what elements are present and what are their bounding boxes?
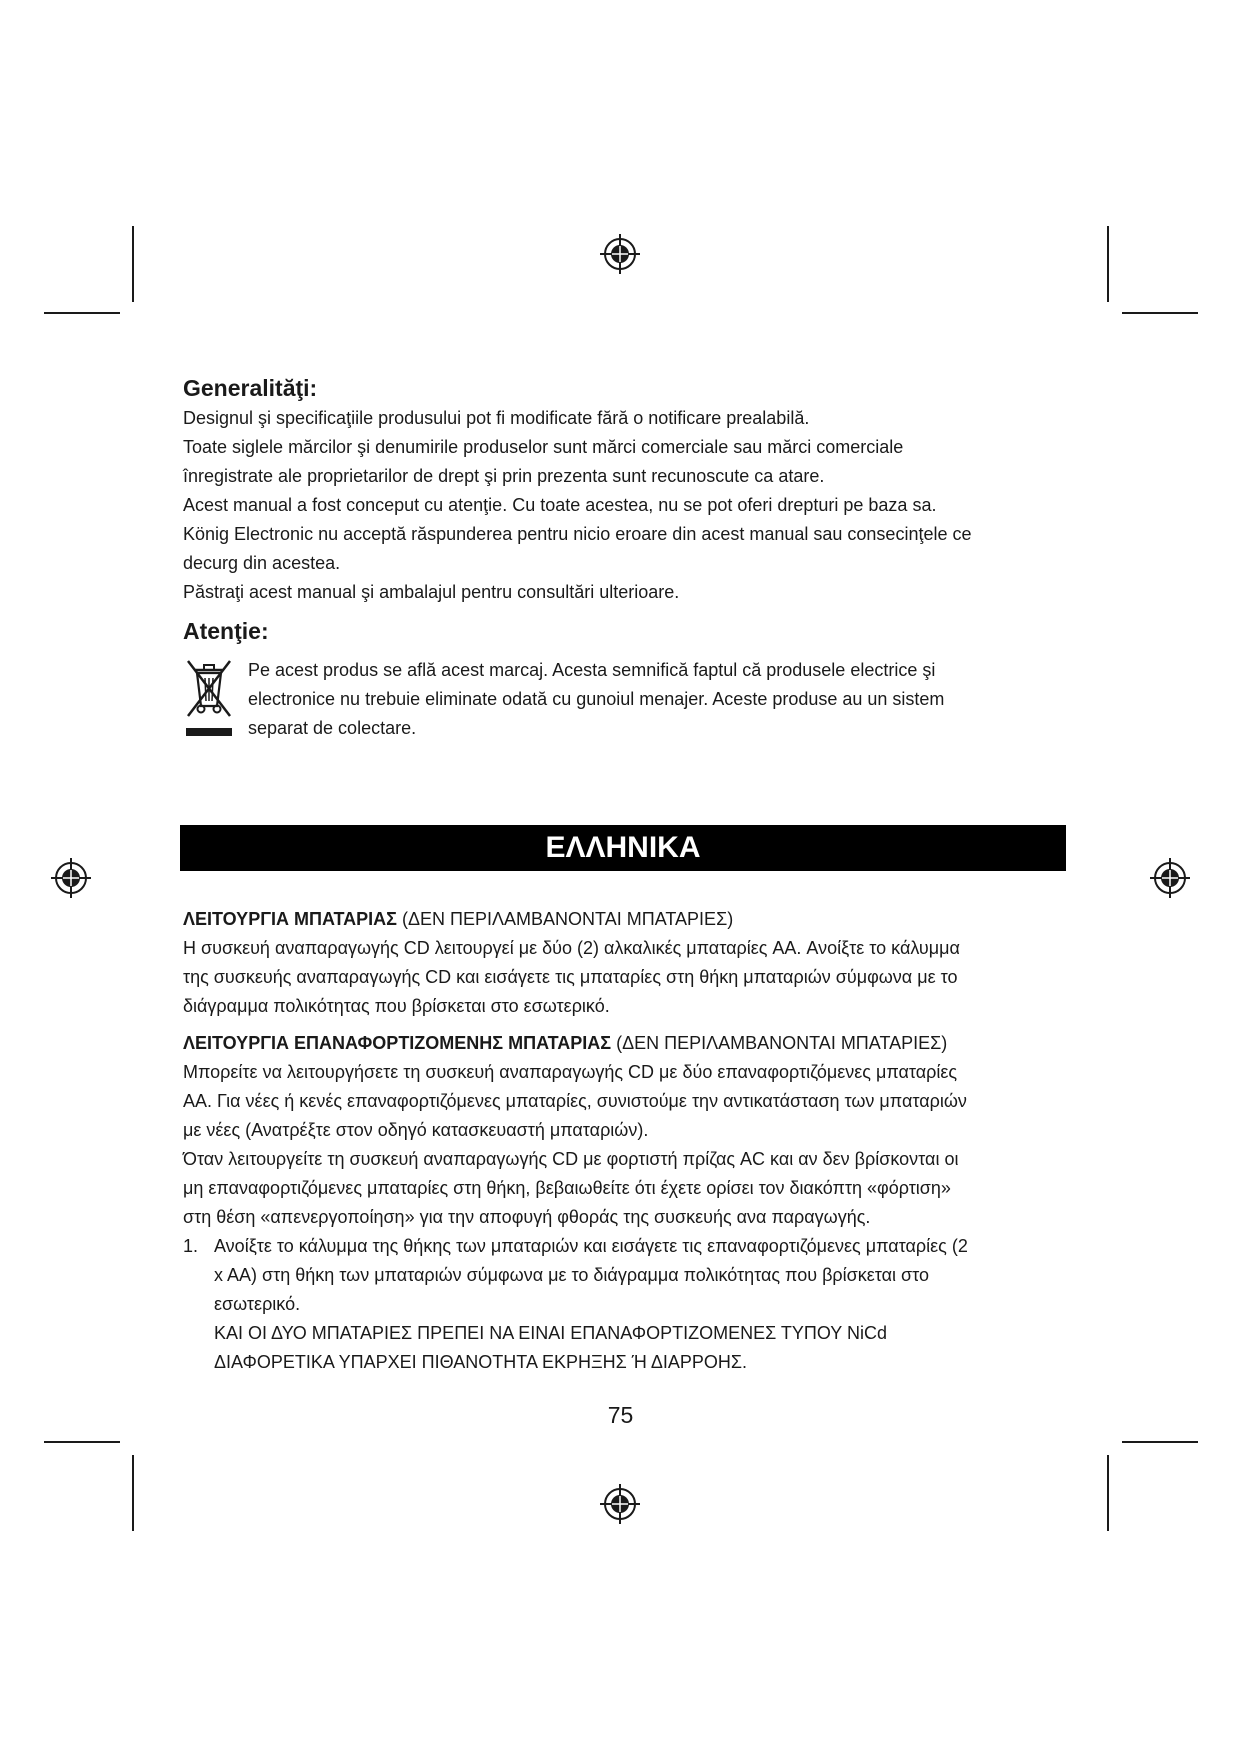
battery-operation-paragraph [183, 934, 1073, 1021]
general-line: Designul şi specificaţiile produsului pot fi modificate fără o notificare prealabilă. [183, 408, 810, 428]
registration-mark-icon [599, 233, 641, 275]
crop-mark-bottom-right-horizontal [1122, 1441, 1198, 1443]
step-warning-line: ΔΙΑΦΟΡΕΤΙΚΑ ΥΠΑΡΧΕΙ ΠΙΘΑΝΟΤΗΤΑ ΕΚΡΗΞΗΣ Ή ΔΙΑΡΡΟΗΣ. [214, 1352, 748, 1372]
crop-mark-top-right-horizontal [1122, 312, 1198, 314]
attention-line: Pe acest produs se află acest marcaj. Acesta semnifică faptul că produsele electrice şi [248, 660, 936, 680]
recharge-line: AA. Για νέες ή κενές επαναφορτιζόμενες μπαταρίες, συνιστούμε την αντικατάσταση των μπαταριών [183, 1091, 967, 1111]
general-line: înregistrate ale proprietarilor de drept şi prin prezenta sunt recunoscute ca atare. [183, 466, 825, 486]
attention-heading: Atenţie: [183, 618, 269, 644]
battery-line: διάγραμμα πολικότητας που βρίσκεται στο εσωτερικό. [183, 996, 610, 1016]
recharge-line: στη θέση «απενεργοποίηση» για την αποφυγή φθοράς της συσκευής ανα παραγωγής. [183, 1207, 871, 1227]
registration-mark-icon [599, 1483, 641, 1525]
general-line: Acest manual a fost conceput cu atenţie. Cu toate acestea, nu se pot oferi drepturi pe baza sa. [183, 495, 937, 515]
step-warning-line: ΚΑΙ ΟΙ ΔΥΟ ΜΠΑΤΑΡΙΕΣ ΠΡΕΠΕΙ ΝΑ ΕΙΝΑΙ ΕΠΑΝΑΦΟΡΤΙΖΟΜΕΝΕΣ ΤΥΠΟΥ NiCd [214, 1323, 887, 1343]
greek-section [183, 905, 1073, 1377]
attention-line: electronice nu trebuie eliminate odată cu gunoiul menajer. Aceste produse au un sistem [248, 689, 945, 709]
general-line: Toate siglele mărcilor şi denumirile produselor sunt mărci comerciale sau mărci comerciale [183, 437, 904, 457]
battery-line: Η συσκευή αναπαραγωγής CD λειτουργεί με δύο (2) αλκαλικές μπαταρίες AA. Ανοίξτε το κάλυμμα [183, 938, 960, 958]
crop-mark-bottom-right-vertical [1107, 1455, 1109, 1531]
battery-line: της συσκευής αναπαραγωγής CD και εισάγετε τις μπαταρίες στη θήκη μπαταριών σύμφωνα με το [183, 967, 958, 987]
rechargeable-operation-heading-bold: ΛΕΙΤΟΥΡΓΙΑ ΕΠΑΝΑΦΟΡΤΙΖΟΜΕΝΗΣ ΜΠΑΤΑΡΙΑΣ [183, 1033, 612, 1053]
step-body [214, 1232, 1073, 1377]
attention-line: separat de colectare. [248, 718, 417, 738]
battery-operation-heading [183, 905, 1073, 934]
step-line: x AA) στη θήκη των μπαταριών σύμφωνα με το διάγραμμα πολικότητας που βρίσκεται στο [214, 1265, 930, 1285]
battery-operation-heading-note: (ΔΕΝ ΠΕΡΙΛΑΜΒΑΝΟΝΤΑΙ ΜΠΑΤΑΡΙΕΣ) [396, 909, 734, 929]
recharge-line: Μπορείτε να λειτουργήσετε τη συσκευή αναπαραγωγής CD με δύο επαναφορτιζόμενες μπαταρίες [183, 1062, 958, 1082]
weee-text [248, 656, 1073, 743]
crop-mark-top-left-vertical [132, 226, 134, 302]
recharge-line: με νέες (Ανατρέξτε στον οδηγό κατασκευαστή μπαταριών). [183, 1120, 649, 1140]
page-number: 75 [607, 1402, 634, 1428]
rechargeable-operation-heading-note: (ΔΕΝ ΠΕΡΙΛΑΜΒΑΝΟΝΤΑΙ ΜΠΑΤΑΡΙΕΣ) [611, 1033, 948, 1053]
registration-mark-icon [1149, 857, 1191, 899]
romanian-section [183, 372, 1073, 743]
weee-notice [183, 656, 1073, 743]
general-line: Păstraţi acest manual şi ambalajul pentru consultări ulterioare. [183, 582, 680, 602]
registration-mark-icon [50, 857, 92, 899]
crop-mark-top-left-horizontal [44, 312, 120, 314]
crop-mark-top-right-vertical [1107, 226, 1109, 302]
general-heading: Generalităţi: [183, 375, 318, 401]
general-line: decurg din acestea. [183, 553, 341, 573]
general-paragraph [183, 404, 1073, 607]
crop-mark-bottom-left-horizontal [44, 1441, 120, 1443]
step-line: εσωτερικό. [214, 1294, 301, 1314]
rechargeable-operation-paragraph [183, 1058, 1073, 1232]
battery-operation-heading-bold: ΛΕΙΤΟΥΡΓΙΑ ΜΠΑΤΑΡΙΑΣ [183, 909, 397, 929]
crossed-out-wheelie-bin-icon [183, 656, 235, 740]
rechargeable-operation-heading [183, 1029, 1073, 1058]
general-line: König Electronic nu acceptă răspunderea pentru nicio eroare din acest manual sau consecinţele ce [183, 524, 972, 544]
language-banner: ΕΛΛΗΝΙΚΑ [180, 825, 1066, 871]
step-number: 1. [183, 1236, 199, 1256]
step-line: Ανοίξτε το κάλυμμα της θήκης των μπαταριών και εισάγετε τις επαναφορτιζόμενες μπαταρίες (2 [214, 1236, 968, 1256]
recharge-line: μη επαναφορτιζόμενες μπαταρίες στη θήκη, βεβαιωθείτε ότι έχετε ορίσει τον διακόπτη «φόρτιση» [183, 1178, 951, 1198]
recharge-line: Όταν λειτουργείτε τη συσκευή αναπαραγωγής CD με φορτιστή πρίζας AC και αν δεν βρίσκονται οι [183, 1149, 959, 1169]
numbered-step-1 [183, 1232, 1073, 1377]
crop-mark-bottom-left-vertical [132, 1455, 134, 1531]
